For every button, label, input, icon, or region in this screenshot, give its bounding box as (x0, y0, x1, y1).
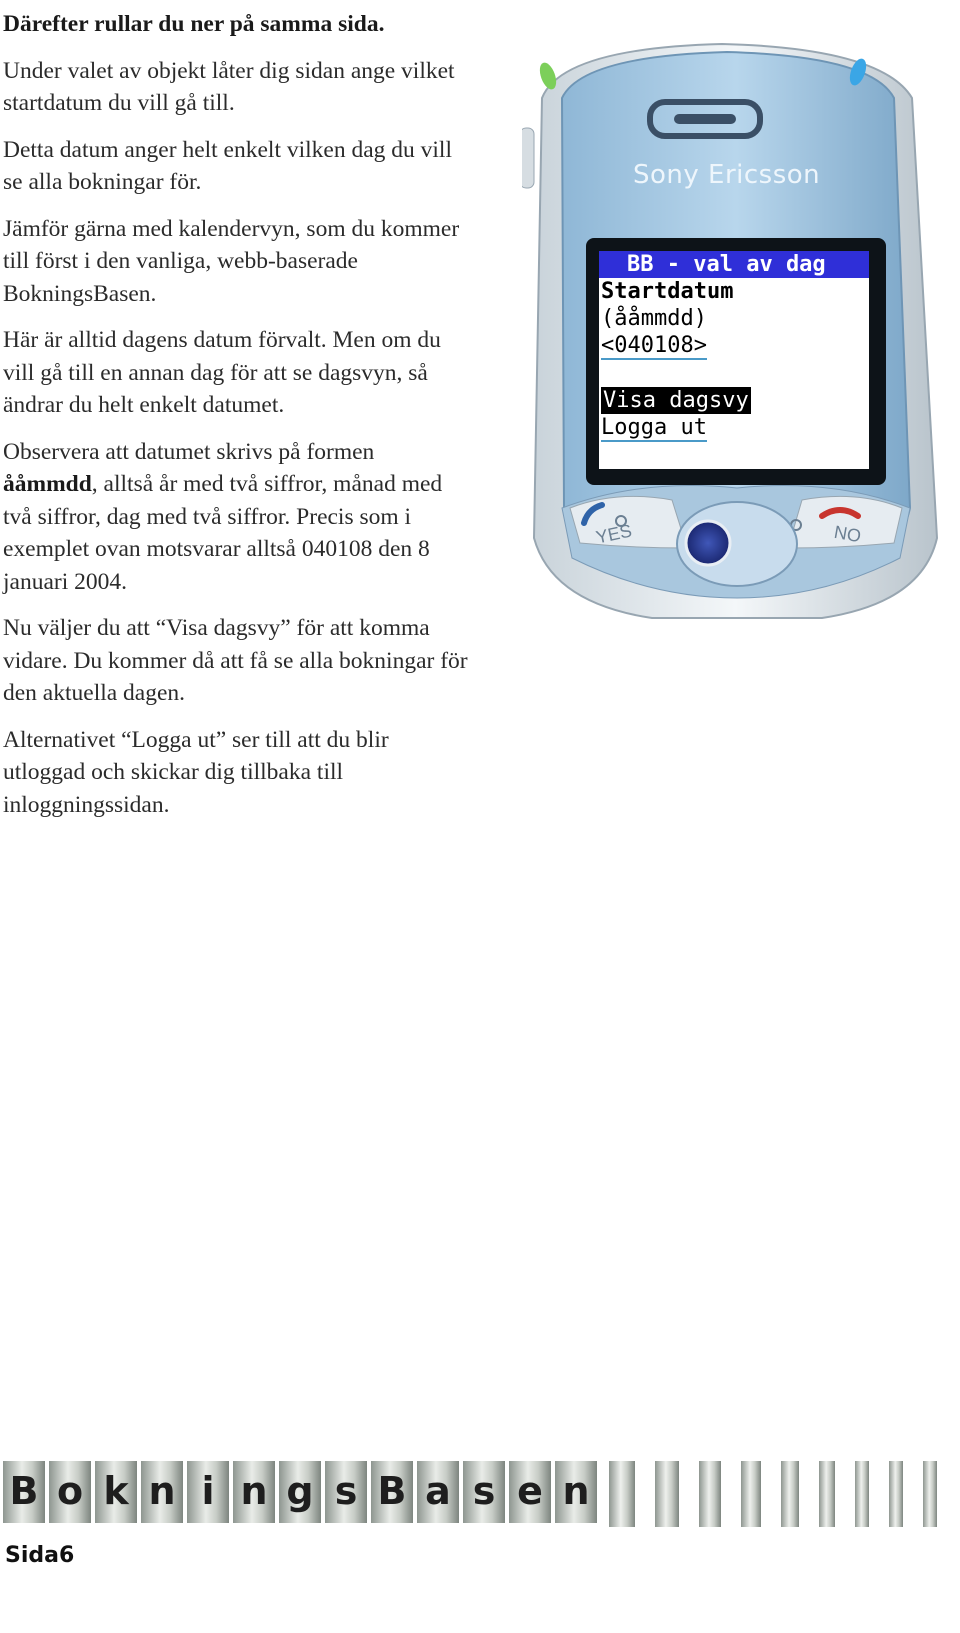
logo-tile (325, 1461, 367, 1523)
screen-date-input[interactable]: <040108> (601, 333, 707, 358)
format-text-before: Observera att datumet skrivs på formen (3, 438, 375, 465)
logo-letter: B (377, 1469, 407, 1513)
logo-bar (819, 1461, 835, 1527)
side-key-icon (522, 128, 534, 188)
format-text-after: , alltså år med två siffror, månad med två siffror, dag med två siffror. Precis som i exemplet ovan motsvarar alltså 040108 den 8 januari 2004. (3, 471, 443, 595)
logo-letter: g (286, 1469, 314, 1513)
logo-letter: n (562, 1469, 590, 1513)
logo-letter: s (334, 1469, 358, 1513)
paragraph-date-meaning: Detta datum anger helt enkelt vilken dag du vill se alla bokningar för. (3, 136, 452, 195)
logo-tile (49, 1461, 91, 1523)
screen-spacer (599, 360, 869, 387)
yes-label: YES (594, 520, 634, 548)
logo-letter: a (425, 1469, 451, 1513)
brand-logo: Sony Ericsson (633, 160, 821, 190)
page-number: Sida6 (5, 1543, 75, 1568)
logo-tile (555, 1461, 597, 1523)
visa-dagsvy-link[interactable]: Visa dagsvy (603, 388, 749, 413)
paragraph-default-date: Här är alltid dagens datum förvalt. Men om du vill gå till en annan dag för att se dagsvyn, så ändrar du helt enkelt datumet. (3, 327, 441, 418)
format-code: ååmmdd (3, 471, 92, 497)
logo-letter: i (201, 1469, 215, 1513)
logo-letter: o (56, 1469, 84, 1513)
phone-screen-bezel (586, 238, 886, 485)
logo-tile (279, 1461, 321, 1523)
logo-letter: B (9, 1469, 39, 1513)
screen-startdatum-label: Startdatum (601, 279, 734, 304)
logo-bar (609, 1461, 635, 1527)
logo-letter: n (148, 1469, 176, 1513)
screen-title: BB - val av dag (599, 251, 869, 278)
logo-tile (371, 1461, 413, 1523)
heading: Därefter rullar du ner på samma sida. (3, 11, 385, 37)
phone-screen (599, 251, 869, 469)
logo-letter: k (103, 1469, 129, 1513)
screen-visa-row (599, 387, 869, 414)
logo-bar (699, 1461, 721, 1527)
paragraph-date-format (3, 436, 473, 599)
joystick-icon (686, 521, 730, 565)
logo-tile (95, 1461, 137, 1523)
paragraph-calendar-view: Jämför gärna med kalendervyn, som du kommer till först i den vanliga, webb-baserade BokningsBasen. (3, 215, 460, 307)
logga-ut-link[interactable]: Logga ut (601, 415, 707, 440)
logo-bar (781, 1461, 799, 1527)
logo-tile (417, 1461, 459, 1523)
logo-tile (509, 1461, 551, 1523)
screen-logga-row (599, 414, 869, 442)
no-label: NO (832, 521, 863, 547)
logo-bar (889, 1461, 903, 1527)
logo-letter: e (517, 1469, 543, 1513)
logo-tile (3, 1461, 45, 1523)
bokningsbasen-logo (0, 1461, 960, 1531)
logo-letter: s (472, 1469, 496, 1513)
logo-tile (141, 1461, 183, 1523)
paragraph-logga-ut: Alternativet “Logga ut” ser till att du blir utloggad och skickar dig tillbaka till inloggningssidan. (3, 726, 389, 818)
screen-format-hint: (ååmmdd) (601, 306, 707, 331)
body-text (3, 8, 473, 835)
logo-bar (923, 1461, 937, 1527)
logo-tile (233, 1461, 275, 1523)
logo-tile (463, 1461, 505, 1523)
screen-date-row (599, 332, 869, 360)
logo-tile (187, 1461, 229, 1523)
logo-bar (655, 1461, 679, 1527)
logo-letter: n (240, 1469, 268, 1513)
paragraph-start-date: Under valet av objekt låter dig sidan ange vilket startdatum du vill gå till. (3, 57, 455, 116)
logo-bar (855, 1461, 869, 1527)
paragraph-visa-dagsvy: Nu väljer du att “Visa dagsvy” för att komma vidare. Du kommer då att få se alla bokningar för den aktuella dagen. (3, 615, 468, 706)
logo-bar (741, 1461, 761, 1527)
